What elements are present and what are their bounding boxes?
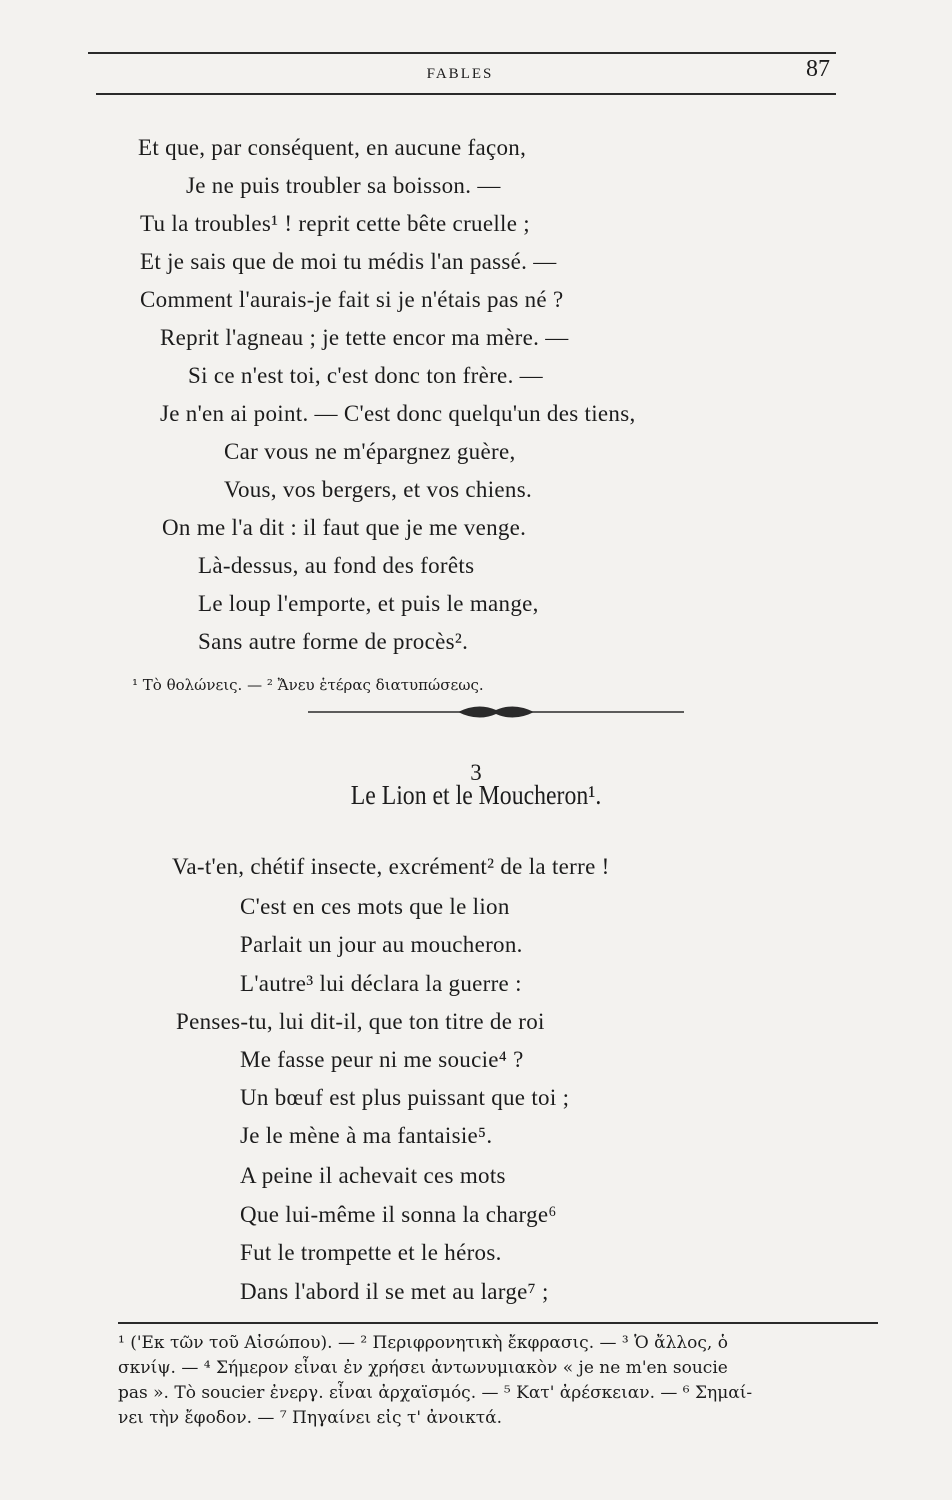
verse-line: Là-dessus, au fond des forêts — [198, 553, 475, 578]
verse-line: Je le mène à ma fantaisie⁵. — [240, 1123, 493, 1148]
verse-line: Car vous ne m'épargnez guère, — [224, 439, 516, 464]
verse-line: Me fasse peur ni me soucie⁴ ? — [240, 1047, 524, 1072]
fable-number: 3 — [470, 760, 482, 785]
verse-line: Et que, par conséquent, en aucune façon, — [138, 135, 527, 160]
verse-line: Dans l'abord il se met au large⁷ ; — [240, 1279, 549, 1304]
verse-line: Que lui-même il sonna la charge⁶ — [240, 1202, 557, 1227]
verse-line: Parlait un jour au moucheron. — [240, 932, 523, 957]
footnote-line: νει τὴν ἔφοδον. — ⁷ Πηγαίνει εἰς τ' ἀνοικτά. — [118, 1408, 503, 1428]
verse-line: On me l'a dit : il faut que je me venge. — [162, 515, 527, 540]
footnote-line: pas ». Τὸ soucier ἐνεργ. εἶναι ἀρχαϊσμός. — ⁵ Κατ' ἀρέσκειαν. — ⁶ Σημαί- — [118, 1383, 753, 1403]
verse-line: Si ce n'est toi, c'est donc ton frère. — — [188, 363, 543, 388]
ornament-divider — [308, 700, 684, 724]
verse-line: Un bœuf est plus puissant que toi ; — [240, 1085, 570, 1110]
verse-line: Fut le trompette et le héros. — [240, 1240, 502, 1265]
verse-line: Le loup l'emporte, et puis le mange, — [198, 591, 539, 616]
verse-line: A peine il achevait ces mots — [240, 1163, 506, 1188]
verse-line: Comment l'aurais-je fait si je n'étais pas né ? — [140, 287, 564, 312]
verse-line: Sans autre forme de procès². — [198, 629, 469, 654]
footnote-line: ¹ Τὸ θολώνεις. — ² Ἄνευ ἑτέρας διατυπώσεως. — [132, 676, 484, 694]
verse-line: Et je sais que de moi tu médis l'an passé. — — [140, 249, 557, 274]
verse-line: Reprit l'agneau ; je tette encor ma mère. — — [160, 325, 569, 350]
page-number: 87 — [806, 56, 830, 82]
header-bottom-rule — [96, 93, 836, 95]
verse-line: Penses-tu, lui dit-il, que ton titre de roi — [176, 1009, 545, 1034]
verse-line: Tu la troubles¹ ! reprit cette bête cruelle ; — [140, 211, 530, 236]
verse-line: C'est en ces mots que le lion — [240, 894, 510, 919]
header-top-rule — [88, 52, 836, 54]
footnote-rule — [118, 1322, 878, 1324]
verse-line: L'autre³ lui déclara la guerre : — [240, 971, 522, 996]
verse-line: Va-t'en, chétif insecte, excrément² de la terre ! — [172, 854, 610, 879]
fable-title: Le Lion et le Moucheron¹. — [350, 780, 602, 810]
verse-line: Je ne puis troubler sa boisson. — — [186, 173, 501, 198]
verse-line: Je n'en ai point. — C'est donc quelqu'un des tiens, — [160, 401, 636, 426]
footnote-line: ¹ ('Εκ τῶν τοῦ Αἰσώπου). — ² Περιφρονητικὴ ἔκφρασις. — ³ Ὁ ἄλλος, ὁ — [118, 1333, 728, 1353]
verse-line: Vous, vos bergers, et vos chiens. — [224, 477, 533, 502]
footnote-line: σκνίψ. — ⁴ Σήμερον εἶναι ἐν χρήσει ἀντωνυμιακὸν « je ne m'en soucie — [118, 1358, 728, 1378]
running-header-title: FABLES — [426, 66, 494, 82]
